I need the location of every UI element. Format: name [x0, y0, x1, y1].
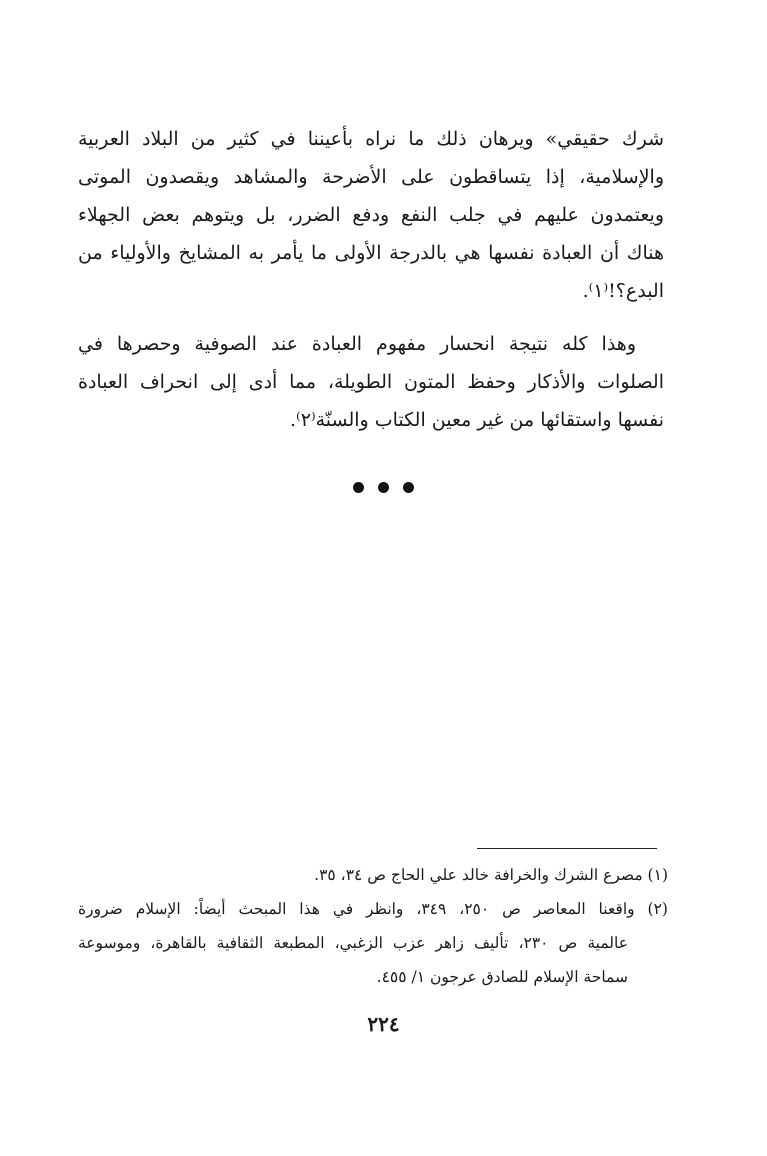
footnote-divider [477, 848, 657, 849]
text-line: البدع؟!⁽١⁾. [582, 280, 664, 302]
section-separator [0, 478, 767, 497]
text-line: وهذا كله نتيجة انحسار مفهوم العبادة عند الصوفية وحصرها في [78, 333, 636, 355]
separator-dot [403, 482, 414, 493]
footnote-2: (٢) واقعنا المعاصر ص ٢٥٠، ٣٤٩، وانظر في هذا المبحث أيضاً: الإسلام ضرورة [78, 900, 668, 918]
body-paragraph-1 [78, 120, 664, 310]
footnote-2-continuation: سماحة الإسلام للصادق عرجون ١/ ٤٥٥. [376, 968, 628, 986]
footnotes [78, 858, 668, 994]
footnote-2-continuation: عالمية ص ٢٣٠، تأليف زاهر عزب الزغبي، المطبعة الثقافية بالقاهرة، وموسوعة [78, 934, 628, 952]
text-line: ويعتمدون عليهم في جلب النفع ودفع الضرر، بل ويتوهم بعض الجهلاء [78, 204, 664, 226]
separator-dot [378, 482, 389, 493]
page-number: ٢٢٤ [367, 1012, 400, 1036]
text-line: والإسلامية، إذا يتساقطون على الأضرحة والمشاهد ويقصدون الموتى [78, 166, 664, 188]
text-line: الصلوات والأذكار وحفظ المتون الطويلة، مما أدى إلى انحراف العبادة [78, 371, 664, 393]
text-line: نفسها واستقائها من غير معين الكتاب والسنّة⁽٢⁾. [290, 409, 664, 431]
text-line: هناك أن العبادة نفسها هي بالدرجة الأولى ما يأمر به المشايخ والأولياء من [78, 242, 664, 264]
body-paragraph-2 [78, 325, 664, 439]
footnote-1: (١) مصرع الشرك والخرافة خالد علي الحاج ص ٣٤، ٣٥. [314, 866, 668, 884]
separator-dot [353, 482, 364, 493]
text-line: شرك حقيقي» ويرهان ذلك ما نراه بأعيننا في كثير من البلاد العربية [78, 128, 664, 150]
